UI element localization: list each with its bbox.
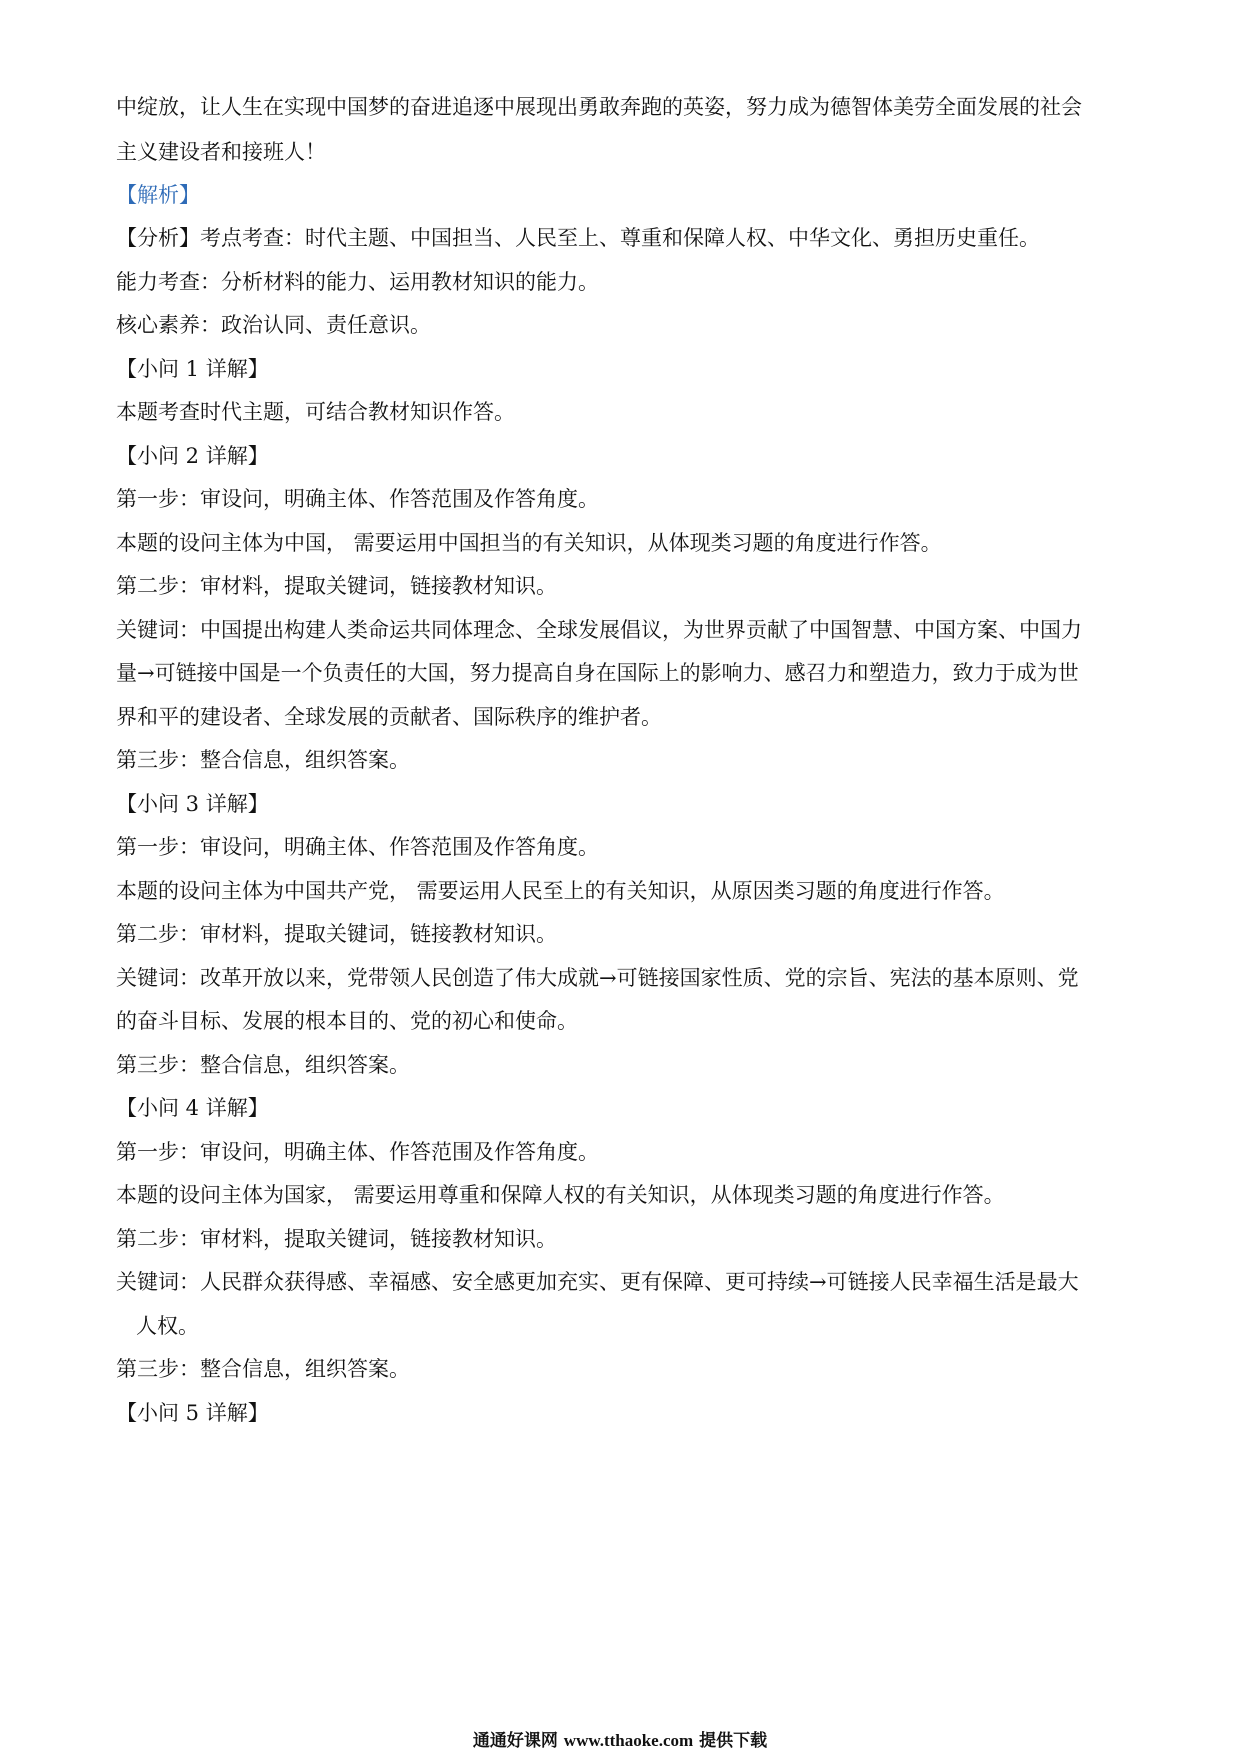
text-line: 的奋斗目标、发展的根本目的、党的初心和使命。 <box>116 1009 578 1033</box>
text-line: 关键词：人民群众获得感、幸福感、安全感更加充实、更有保障、更可持续→可链接人民幸福生活是最大 <box>116 1270 1079 1294</box>
text-line: 第三步：整合信息，组织答案。 <box>116 1053 410 1077</box>
text-line: 中绽放，让人生在实现中国梦的奋进追逐中展现出勇敢奔跑的英姿，努力成为德智体美劳全面发展的社会 <box>116 95 1082 119</box>
footer-suffix: 提供下载 <box>699 1731 768 1751</box>
text-line: 第二步：审材料，提取关键词，链接教材知识。 <box>116 922 557 946</box>
text-line: 本题的设问主体为中国， 需要运用中国担当的有关知识，从体现类习题的角度进行作答。 <box>116 531 942 555</box>
text-line: 能力考查：分析材料的能力、运用教材知识的能力。 <box>116 270 599 294</box>
text-line: 第二步：审材料，提取关键词，链接教材知识。 <box>116 1227 557 1251</box>
page-footer <box>0 1730 1240 1752</box>
text-line: 核心素养：政治认同、责任意识。 <box>116 313 431 337</box>
text-line: 第一步：审设问，明确主体、作答范围及作答角度。 <box>116 1140 599 1164</box>
section-heading: 【小问 3 详解】 <box>116 792 269 816</box>
text-line: 【分析】考点考查：时代主题、中国担当、人民至上、尊重和保障人权、中华文化、勇担历史重任。 <box>116 226 1040 250</box>
text-line: 第二步：审材料，提取关键词，链接教材知识。 <box>116 574 557 598</box>
text-line: 主义建设者和接班人！ <box>116 140 326 164</box>
section-heading: 【小问 1 详解】 <box>116 357 269 381</box>
analysis-heading: 【解析】 <box>116 183 200 207</box>
footer-url[interactable]: www.tthaoke.com <box>563 1731 694 1750</box>
section-heading: 【小问 2 详解】 <box>116 444 269 468</box>
text-line: 本题的设问主体为国家， 需要运用尊重和保障人权的有关知识，从体现类习题的角度进行作答。 <box>116 1183 1005 1207</box>
text-line: 第一步：审设问，明确主体、作答范围及作答角度。 <box>116 835 599 859</box>
text-line: 第一步：审设问，明确主体、作答范围及作答角度。 <box>116 487 599 511</box>
text-line: 关键词：改革开放以来，党带领人民创造了伟大成就→可链接国家性质、党的宗旨、宪法的基本原则、党 <box>116 966 1079 990</box>
text-line: 界和平的建设者、全球发展的贡献者、国际秩序的维护者。 <box>116 705 662 729</box>
section-heading: 【小问 4 详解】 <box>116 1096 269 1120</box>
section-heading: 【小问 5 详解】 <box>116 1401 269 1425</box>
text-line: 人权。 <box>136 1314 199 1338</box>
text-line: 关键词：中国提出构建人类命运共同体理念、全球发展倡议，为世界贡献了中国智慧、中国方案、中国力 <box>116 618 1082 642</box>
text-line: 本题的设问主体为中国共产党， 需要运用人民至上的有关知识，从原因类习题的角度进行作答。 <box>116 879 1005 903</box>
text-line: 本题考查时代主题，可结合教材知识作答。 <box>116 400 515 424</box>
text-line: 第三步：整合信息，组织答案。 <box>116 748 410 772</box>
text-line: 第三步：整合信息，组织答案。 <box>116 1357 410 1381</box>
text-line: 量→可链接中国是一个负责任的大国，努力提高自身在国际上的影响力、感召力和塑造力，致力于成为世 <box>116 661 1079 685</box>
footer-site-name: 通通好课网 <box>472 1731 558 1751</box>
